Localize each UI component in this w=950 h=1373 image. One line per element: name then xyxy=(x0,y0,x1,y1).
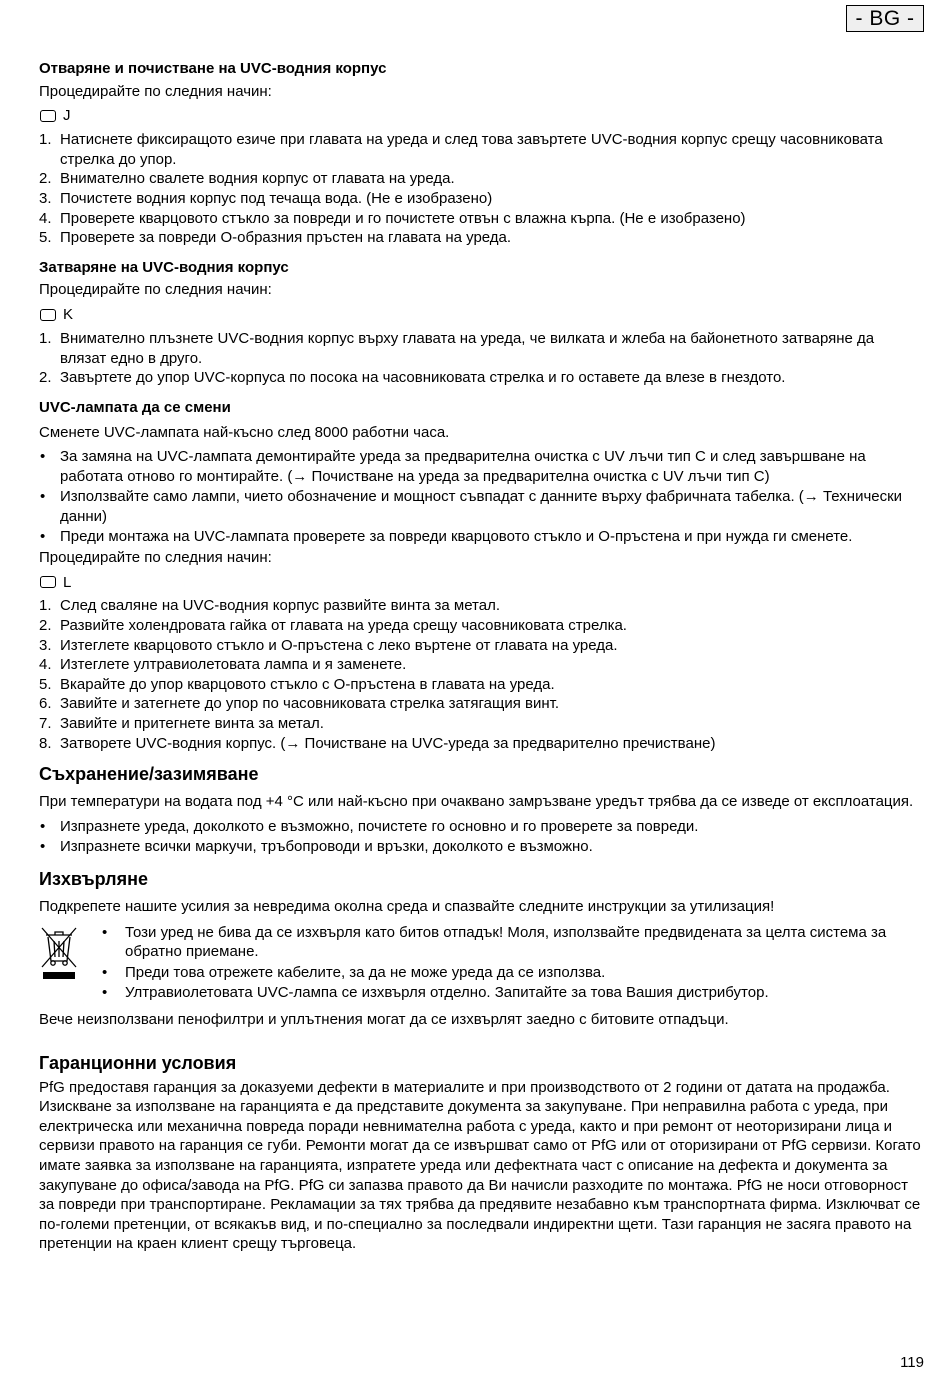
warranty-text: PfG предоставя гаранция за доказуеми дефекти в материалите и при производството от 2 години от датата на продажба. Изискване за използване на гаранцията е да представите документа за закупуване. При неправилна работа с уреда, при електрическа или механична повреда поради невнимателна работа с уреда, както и при ремонт от неоторизирани лица и сервизи правото на гаранция се губи. Ремонти могат да се извършват само от PfG или от оторизирани от PfG сервизи. Когато имате заявка за използване на гаранцията, изпратете уреда или дефектната част с описание на дефекта и документа за закупуване до офиса/завода на PfG. PfG си запазва правото да Ви начисли разходите по монтажа. PfG не носи отговорност за повреди при транспортиране. Рекламации за тях трябва да предявите незабавно към транспортната фирма. Изключват се по-големи претенции, от всякакъв вид, и по-специално за последвали индиректни щети. Тази гаранция не засяга правото на претенции на краен клиент срещу търговеца. xyxy=(39,1078,921,1253)
list-item: 1. Внимателно плъзнете UVC-водния корпус върху главата на уреда, че вилката и жлеба на байонетното затваряне да влязат едно в друго. xyxy=(39,329,875,367)
list-item: • Използвайте само лампи, чието обозначение и мощност съвпадат с данните върху фабричната табелка. (→ Технически данни) xyxy=(39,487,921,526)
section-title-warranty: Гаранционни условия xyxy=(39,1052,237,1073)
storage-text: При температури на водата под +4 °C или най-късно при очаквано замръзване уредът трябва да се изведе от експлоатация. xyxy=(39,793,914,811)
figure-reference-j xyxy=(39,106,921,126)
section-title-open: Отваряне и почистване на UVC-водния корпус xyxy=(39,60,387,77)
open-intro: Процедирайте по следния начин: xyxy=(39,82,272,100)
figure-label: K xyxy=(63,306,74,324)
disposal-bullets xyxy=(101,923,921,1004)
close-intro: Процедирайте по следния начин: xyxy=(39,281,272,299)
list-item: 4. Проверете кварцовото стъкло за повреди и го почистете отвън с влажна кърпа. (Не е изобразено) xyxy=(39,209,746,227)
figure-label: J xyxy=(63,107,71,125)
list-item: 1. След сваляне на UVC-водния корпус развийте винта за метал. xyxy=(39,597,501,615)
list-item: 3. Почистете водния корпус под течаща вода. (Не е изобразено) xyxy=(39,189,493,207)
section-title-lamp: UVC-лампата да се смени xyxy=(39,398,231,416)
lamp-steps xyxy=(39,596,921,753)
section-title-storage: Съхранение/зазимяване xyxy=(39,764,259,785)
language-tab: - BG - xyxy=(846,5,924,32)
list-item: • Ултравиолетовата UVC-лампа се изхвърля отделно. Запитайте за това Вашия дистрибутор. xyxy=(101,983,921,1003)
list-item: 3. Изтеглете кварцовото стъкло и О-пръстена с леко въртене от главата на уреда. xyxy=(39,636,618,654)
list-item: • Преди това отрежете кабелите, за да не може уреда да се използва. xyxy=(101,963,921,983)
open-steps xyxy=(39,130,921,248)
list-item: 1. Натиснете фиксиращото езиче при главата на уреда и след това завъртете UVC-водния корпус срещу часовниковата стрелка до упор. xyxy=(39,131,883,168)
section-title-close: Затваряне на UVC-водния корпус xyxy=(39,258,289,276)
list-item: • Преди монтажа на UVC-лампата проверете за повреди кварцовото стъкло и О-пръстена и при нужда ги сменете. xyxy=(39,527,921,547)
page-content xyxy=(39,59,921,1254)
figure-label: L xyxy=(63,573,72,591)
figure-reference-k xyxy=(39,305,921,325)
close-steps xyxy=(39,329,921,388)
figure-reference-l xyxy=(39,572,921,592)
list-item: 6. Завийте и затегнете до упор по часовниковата стрелка затягащия винт. xyxy=(39,695,559,713)
page-number: 119 xyxy=(900,1354,924,1371)
disposal-note: Вече неизползвани пенофилтри и уплътнения могат да се изхвърлят заедно с битовите отпадъци. xyxy=(39,1010,729,1028)
figure-icon xyxy=(40,110,56,122)
list-item: • Изпразнете всички маркучи, тръбопроводи и връзки, доколкото е възможно. xyxy=(39,837,921,857)
list-item: 8. Затворете UVC-водния корпус. (→ Почистване на UVC-уреда за предварително пречистване) xyxy=(39,734,716,752)
list-item: • Този уред не бива да се изхвърля като битов отпадък! Моля, използвайте предвидената за целта система за обратно приемане. xyxy=(101,923,921,962)
disposal-block xyxy=(39,923,921,1004)
list-item: 2. Завъртете до упор UVC-корпуса по посока на часовниковата стрелка и го оставете да влезе в гнездото. xyxy=(39,369,786,387)
lamp-intro-2: Процедирайте по следния начин: xyxy=(39,548,272,566)
list-item: 5. Проверете за повреди О-образния пръстен на главата на уреда. xyxy=(39,229,512,247)
list-item: • Изпразнете уреда, доколкото е възможно, почистете го основно и го проверете за повреди. xyxy=(39,817,921,837)
list-item: 5. Вкарайте до упор кварцовото стъкло с О-пръстена в главата на уреда. xyxy=(39,675,555,693)
lamp-bullets xyxy=(39,447,921,547)
crossed-out-bin-icon xyxy=(39,923,101,1004)
figure-icon xyxy=(40,576,56,588)
list-item: 2. Развийте холендровата гайка от главата на уреда срещу часовниковата стрелка. xyxy=(39,617,627,635)
list-item: 4. Изтеглете ултравиолетовата лампа и я заменете. xyxy=(39,656,407,674)
lamp-intro: Сменете UVC-лампата най-късно след 8000 работни часа. xyxy=(39,424,450,442)
disposal-text: Подкрепете нашите усилия за невредима околна среда и спазвайте следните инструкции за утилизация! xyxy=(39,898,775,915)
list-item: 2. Внимателно свалете водния корпус от главата на уреда. xyxy=(39,170,455,188)
storage-bullets xyxy=(39,817,921,857)
list-item: 7. Завийте и притегнете винта за метал. xyxy=(39,715,324,733)
figure-icon xyxy=(40,309,56,321)
section-title-disposal: Изхвърляне xyxy=(39,869,149,889)
list-item: • За замяна на UVC-лампата демонтирайте уреда за предварителна очистка с UV лъчи тип C и след завършване на работата отново го монтирайте. (→ Почистване на уреда за предварителна очистка с UV лъчи тип C) xyxy=(39,447,921,486)
